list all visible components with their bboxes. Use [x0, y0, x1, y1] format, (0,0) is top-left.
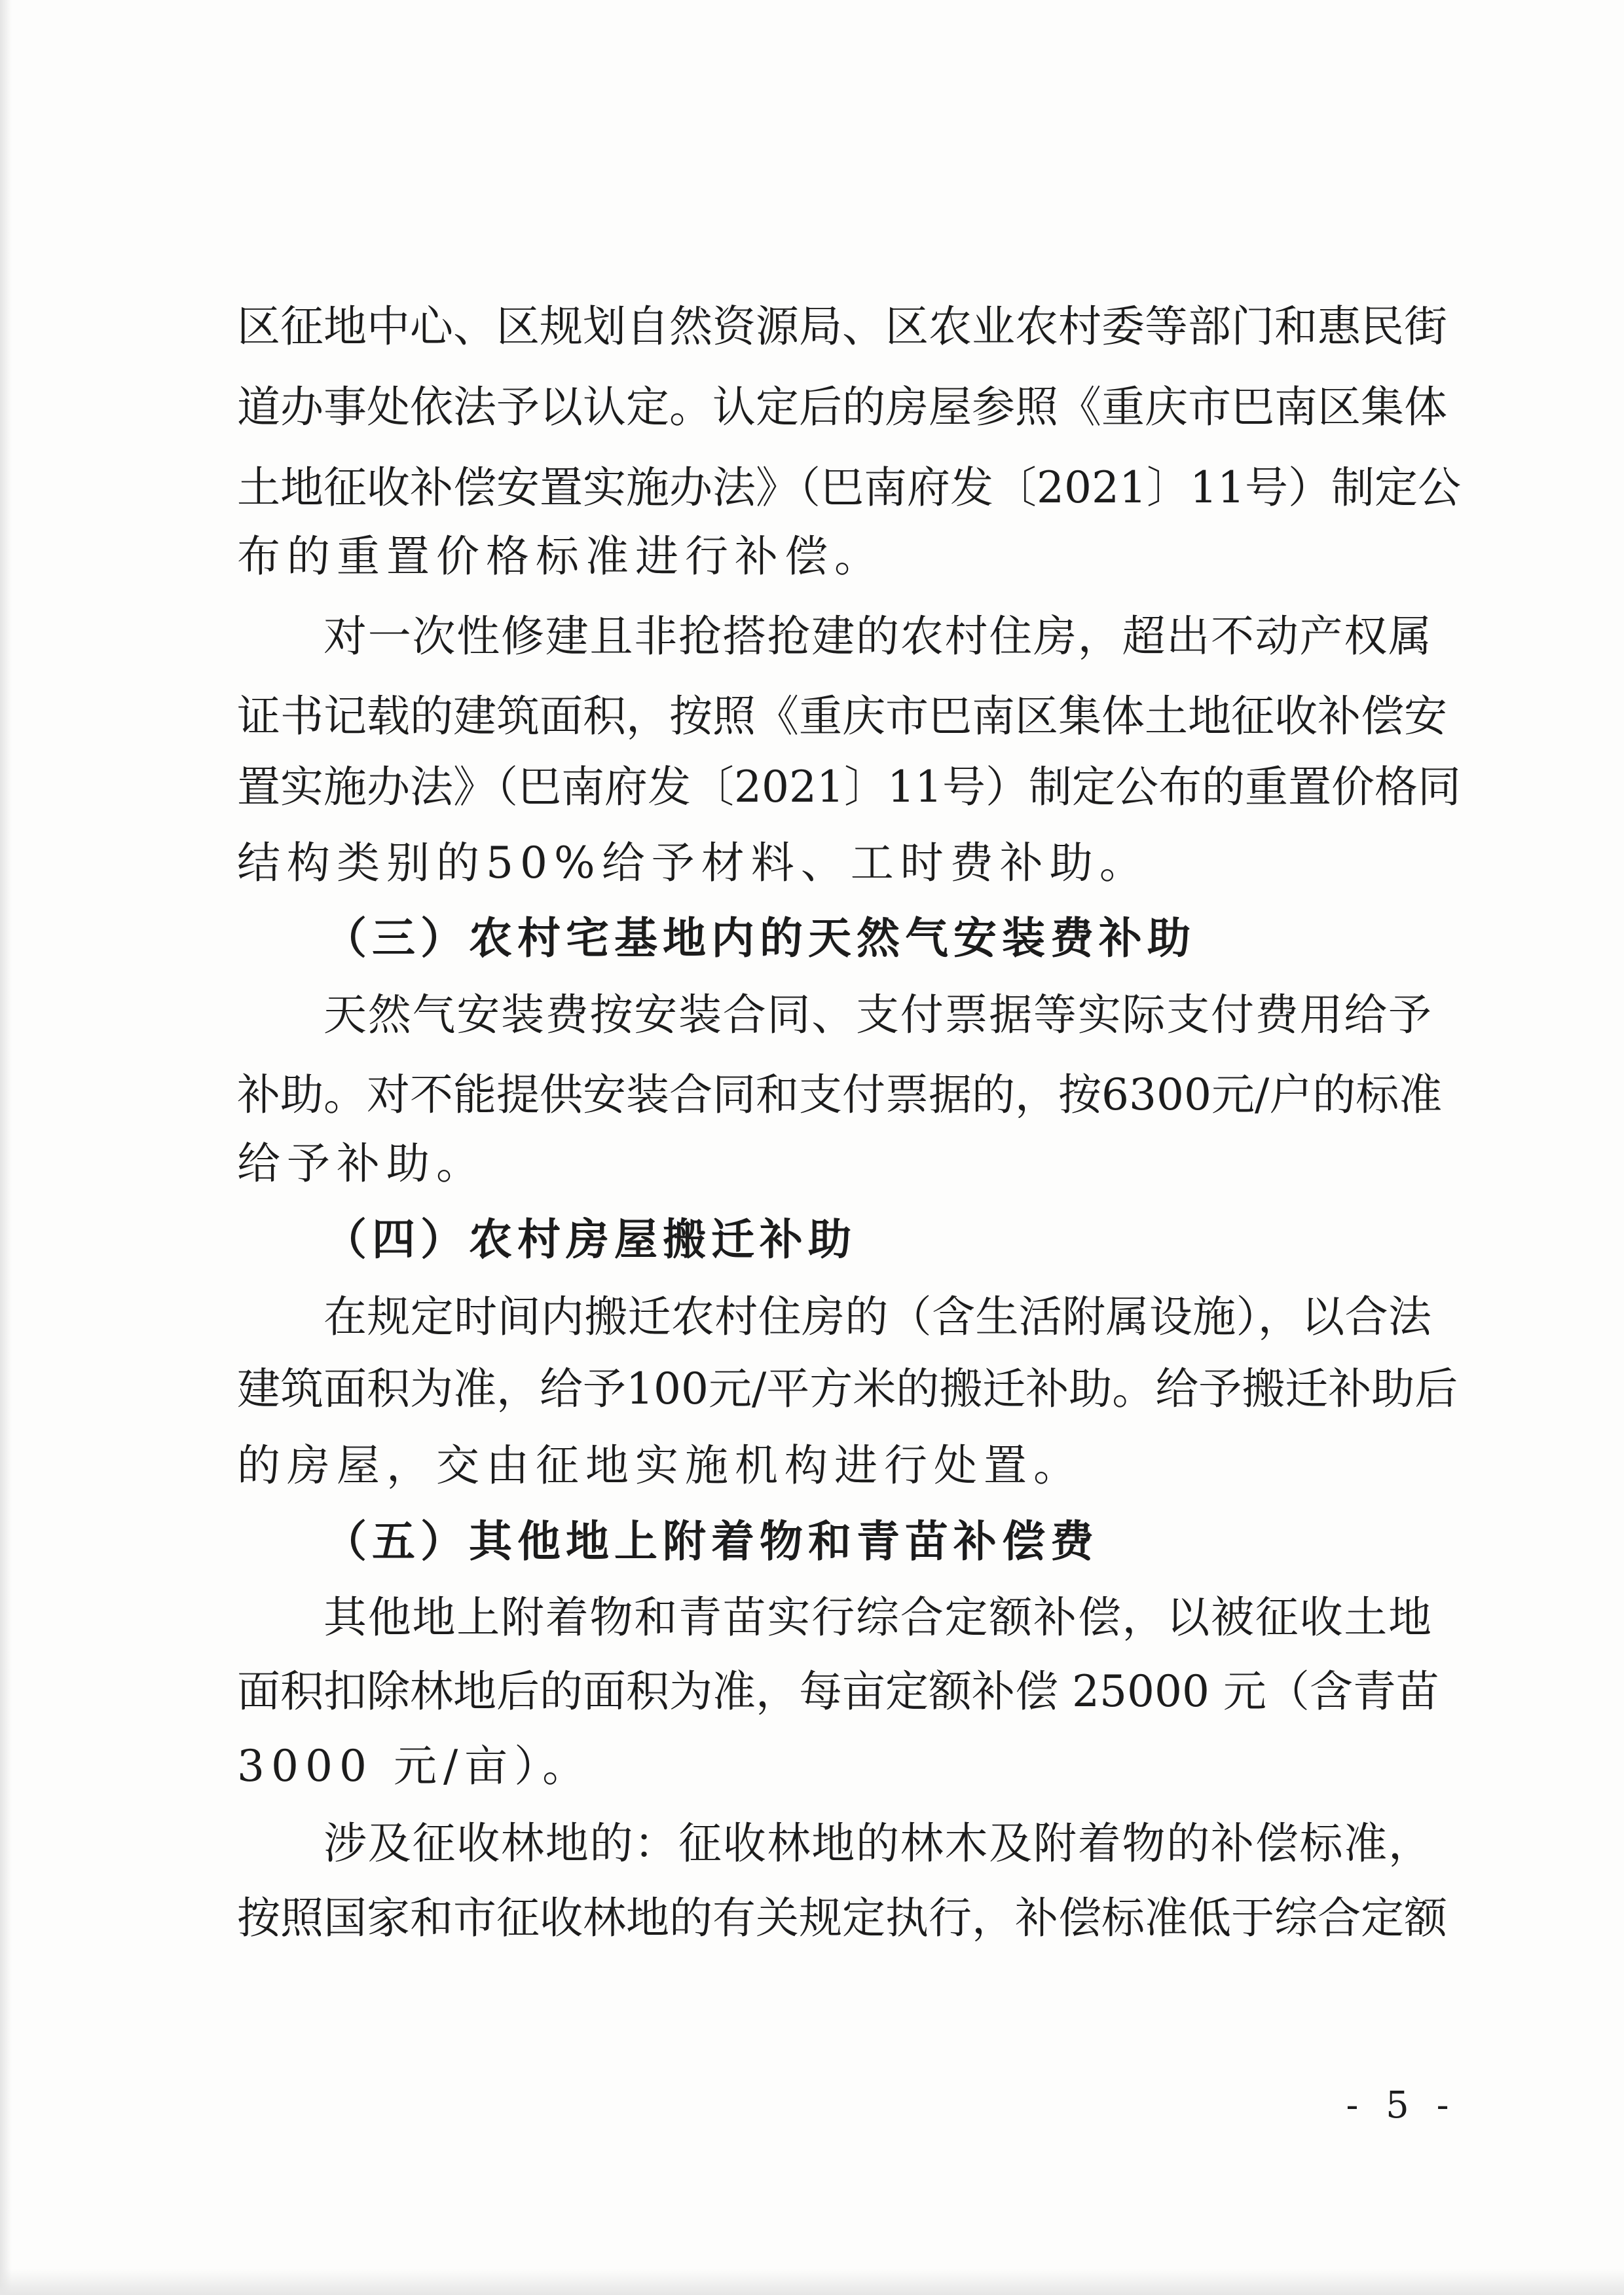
text-line: 面积扣除林地后的面积为准，每亩定额补偿 25000 元（含青苗	[237, 1666, 1439, 1717]
section-heading-4: （四）农村房屋搬迁补助	[323, 1214, 857, 1265]
text-line: 布的重置价格标准进行补偿。	[237, 531, 884, 582]
section-heading-3: （三）农村宅基地内的天然气安装费补助	[323, 913, 1196, 963]
paragraph-first-line: 对一次性修建且非抢搭抢建的农村住房，超出不动产权属	[323, 611, 1431, 662]
paragraph-first-line: 涉及征收林地的：征收林地的林木及附着物的补偿标准，	[323, 1818, 1431, 1869]
text-line: 补助。对不能提供安装合同和支付票据的，按6300元/户的标准	[237, 1070, 1443, 1120]
section-heading-5: （五）其他地上附着物和青苗补偿费	[323, 1516, 1099, 1567]
text-line: 土地征收补偿安置实施办法》（巴南府发〔2021〕11号）制定公	[237, 462, 1461, 513]
text-line: 按照国家和市征收林地的有关规定执行，补偿标准低于综合定额	[237, 1893, 1447, 1943]
text-line: 区征地中心、区规划自然资源局、区农业农村委等部门和惠民街	[237, 301, 1447, 352]
text-line: 证书记载的建筑面积，按照《重庆市巴南区集体土地征收补偿安	[237, 691, 1447, 741]
text-line: 给予补助。	[237, 1138, 486, 1189]
paragraph-first-line: 在规定时间内搬迁农村住房的（含生活附属设施），以合法	[323, 1292, 1431, 1342]
text-line: 3000 元/亩）。	[237, 1741, 593, 1791]
scan-edge-shadow	[0, 0, 12, 2295]
text-line: 道办事处依法予以认定。认定后的房屋参照《重庆市巴南区集体	[237, 382, 1447, 432]
text-line: 建筑面积为准，给予100元/平方米的搬迁补助。给予搬迁补助后	[237, 1364, 1458, 1414]
scan-bottom-shadow	[0, 2269, 1624, 2295]
paragraph-first-line: 其他地上附着物和青苗实行综合定额补偿，以被征收土地	[323, 1592, 1431, 1643]
text-line: 的房屋，交由征地实施机构进行处置。	[237, 1440, 1083, 1491]
page-number: - 5 -	[1346, 2084, 1457, 2127]
text-line: 置实施办法》（巴南府发〔2021〕11号）制定公布的重置价格同	[237, 762, 1461, 812]
text-line: 结构类别的50%给予材料、工时费补助。	[237, 838, 1149, 888]
paragraph-first-line: 天然气安装费按安装合同、支付票据等实际支付费用给予	[323, 990, 1431, 1040]
